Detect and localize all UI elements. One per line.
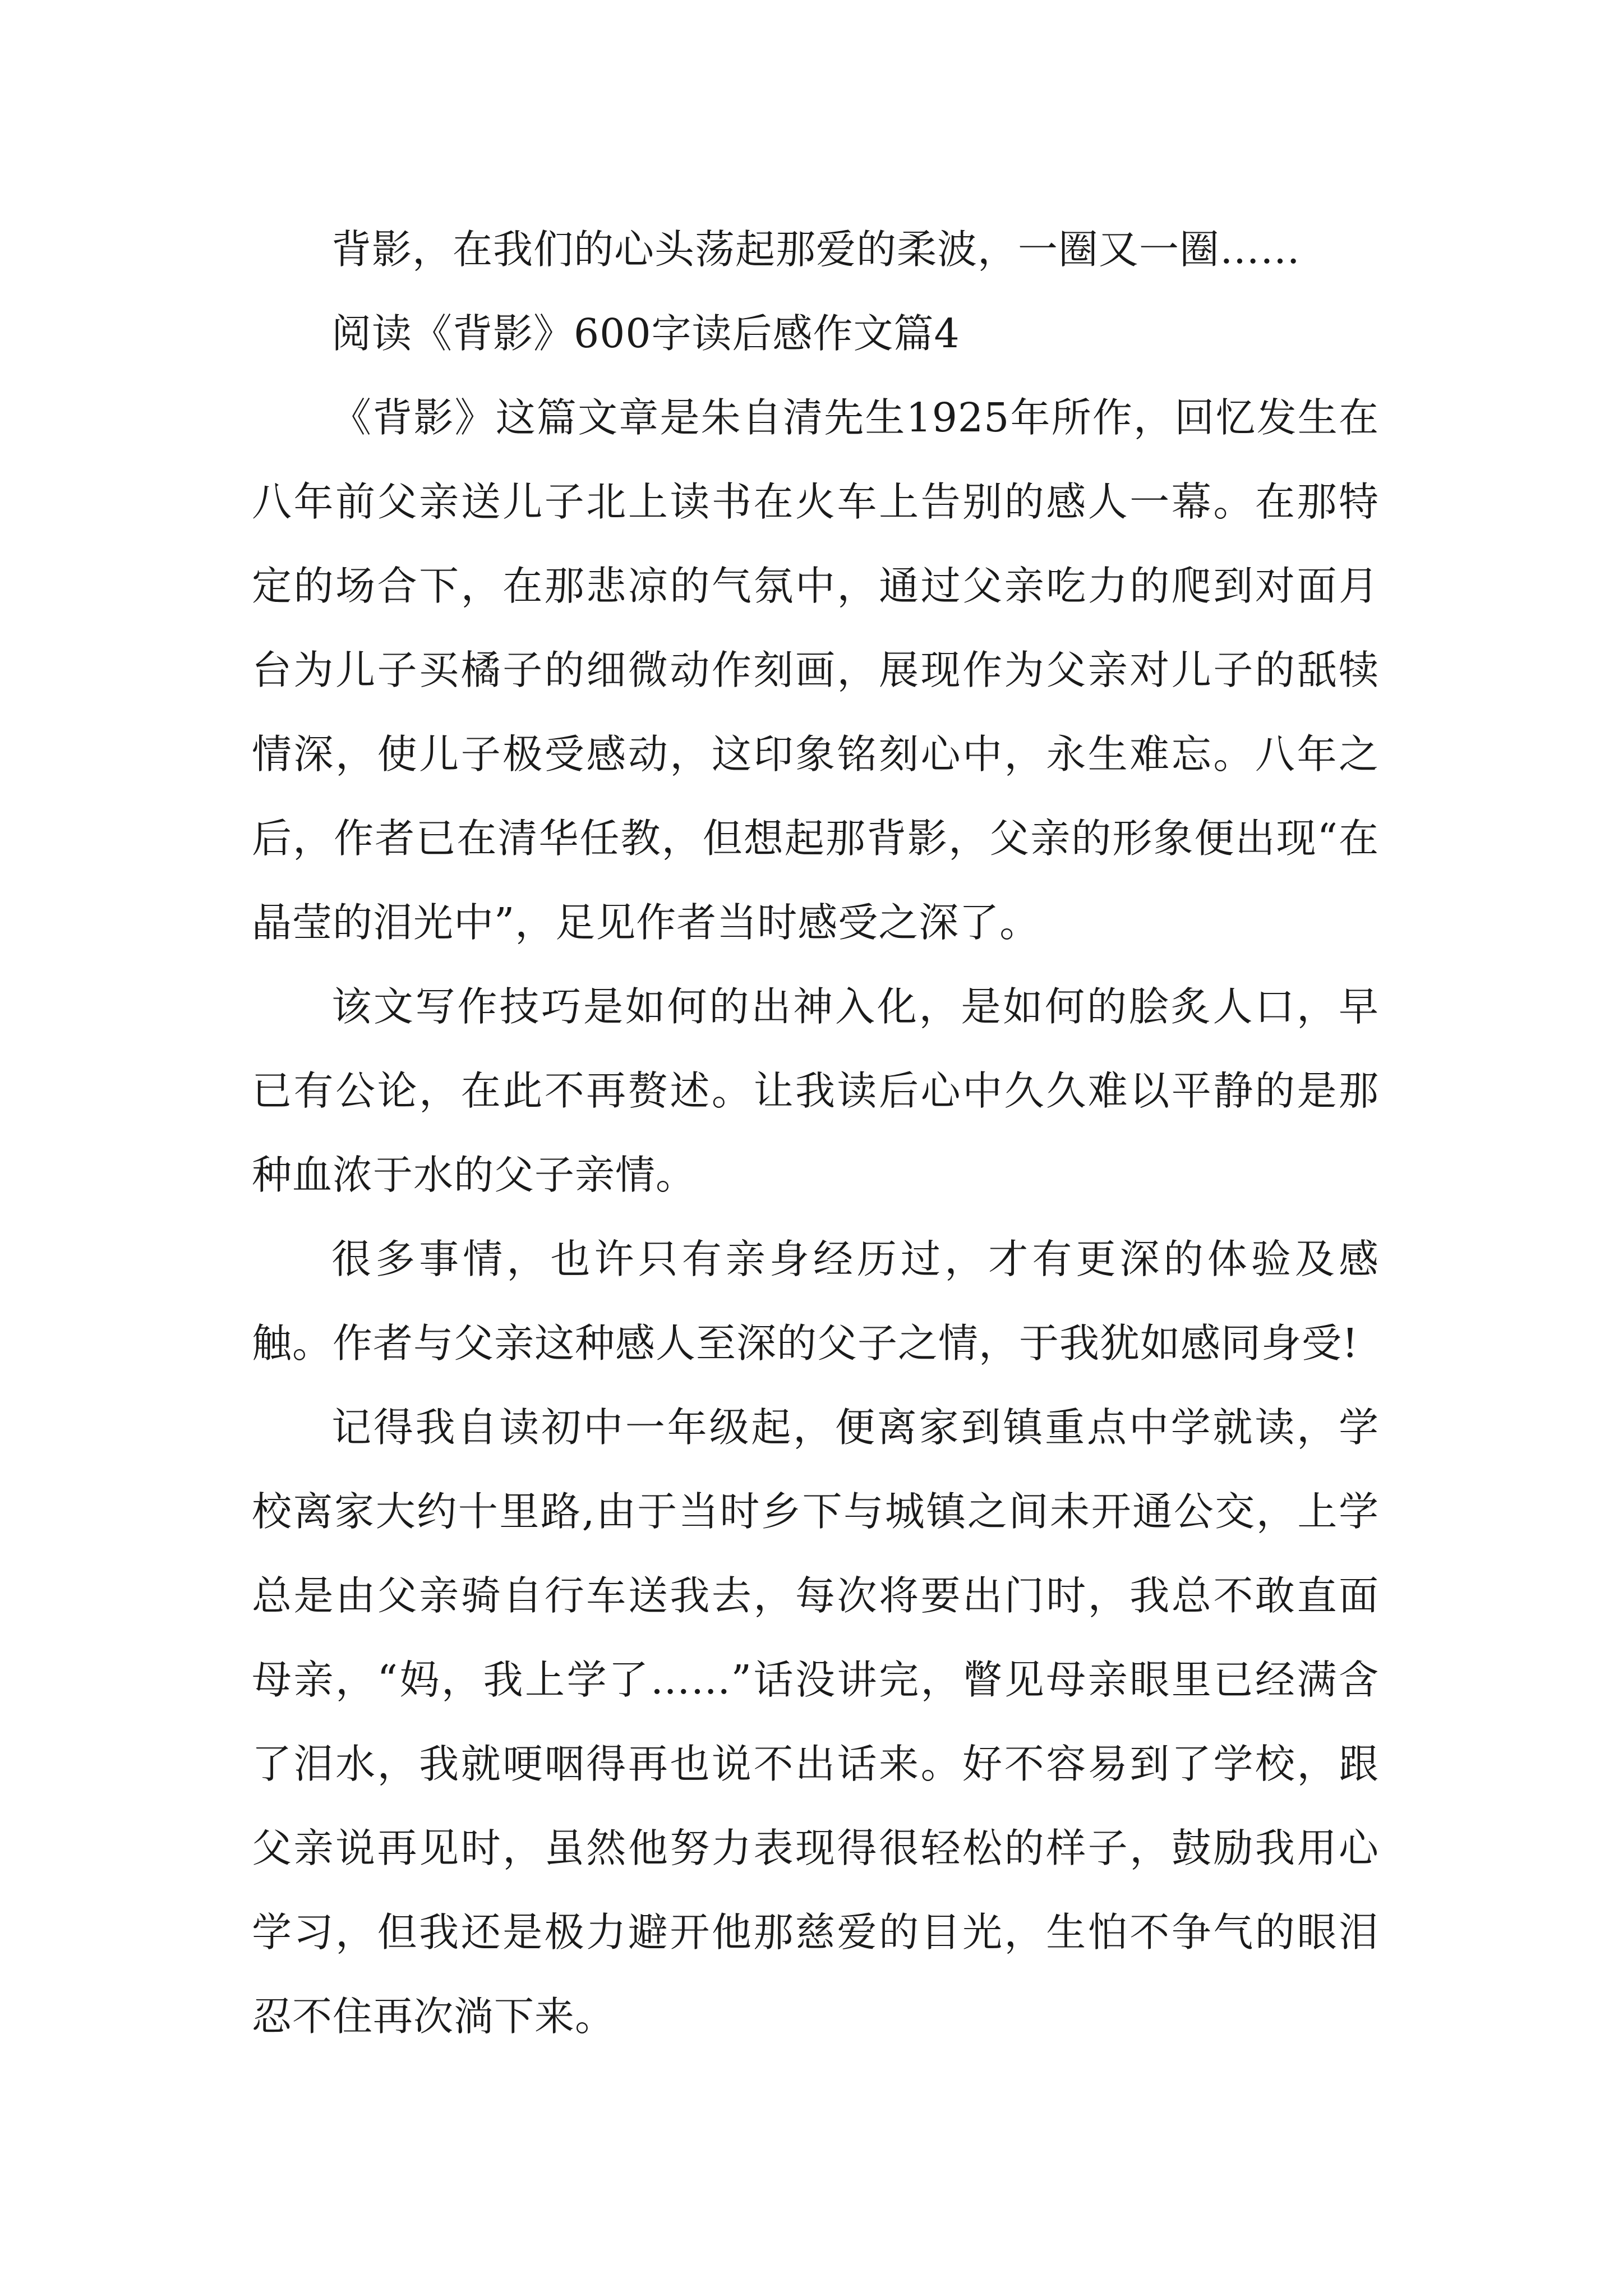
paragraph-memory: 记得我自读初中一年级起，便离家到镇重点中学就读，学校离家大约十里路,由于当时乡下与城镇之间未开通公交，上学总是由父亲骑自行车送我去，每次将要出门时，我总不敢直面母亲，“妈，我上学了……”话没讲完，瞥见母亲眼里已经满含了泪水，我就哽咽得再也说不出话来。好不容易到了学校，跟父亲说再见时，虽然他努力表现得很轻松的样子，鼓励我用心学习，但我还是极力避开他那慈爱的目光，生怕不争气的眼泪忍不住再次淌下来。 (252, 1404, 1379, 2040)
paragraph-technique: 该文写作技巧是如何的出神入化，是如何的脍炙人口，早已有公论，在此不再赘述。让我读后心中久久难以平静的是那种血浓于水的父子亲情。 (252, 983, 1379, 1198)
section-heading: 阅读《背影》600字读后感作文篇4 (331, 310, 960, 357)
article-body (252, 208, 1379, 2059)
paragraph-experience: 很多事情，也许只有亲身经历过，才有更深的体验及感触。作者与父亲这种感人至深的父子之情，于我犹如感同身受! (252, 1236, 1379, 1366)
paragraph-intro: 《背影》这篇文章是朱自清先生1925年所作，回忆发生在八年前父亲送儿子北上读书在火车上告别的感人一幕。在那特定的场合下，在那悲凉的气氛中，通过父亲吃力的爬到对面月台为儿子买橘子的细微动作刻画，展现作为父亲对儿子的舐犊情深，使儿子极受感动，这印象铭刻心中，永生难忘。八年之后，作者已在清华任教，但想起那背影，父亲的形象便出现“在晶莹的泪光中”，足见作者当时感受之深了。 (252, 394, 1379, 946)
paragraph-closing-line: 背影，在我们的心头荡起那爱的柔波，一圈又一圈…… (331, 226, 1301, 273)
